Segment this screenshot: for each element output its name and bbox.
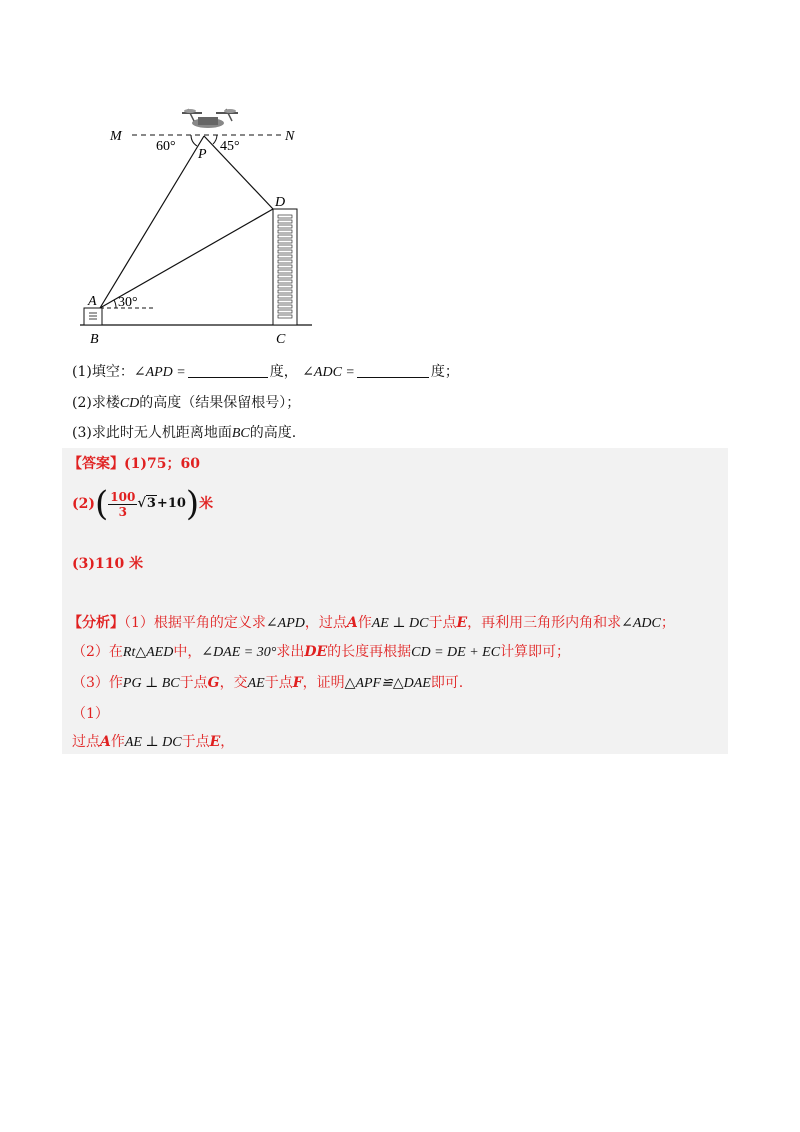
answer-2-fraction: $\frac{100}{3}$ <box>110 489 136 519</box>
q1-expr1: ∠APD = <box>133 365 186 380</box>
q3-suffix: 的高度. <box>249 425 297 441</box>
answer-tag: 【答案】 <box>68 456 124 472</box>
q1-blank2[interactable] <box>357 363 429 378</box>
geometry-figure <box>70 95 330 350</box>
q1-blank1[interactable] <box>188 363 268 378</box>
question-3 <box>72 423 296 444</box>
answer-line-2: (2)( $\frac{100}{3}$ √3+10)米 <box>72 484 214 524</box>
question-1 <box>72 362 459 383</box>
analysis-line-5: 过点A作AE ⊥ DC于点E， <box>72 734 235 750</box>
answer-2-unit: 米 <box>199 496 214 512</box>
q2-prefix: (2)求楼 <box>72 395 120 411</box>
q2-var: CD <box>119 396 140 411</box>
q1-prefix: (1)填空： <box>72 364 134 380</box>
analysis-line-4: （1） <box>72 706 109 722</box>
q1-unit1: 度， <box>269 364 298 380</box>
answer-2-expr: √3+10 <box>137 496 186 511</box>
building-ab <box>84 308 102 325</box>
drone-icon <box>182 109 238 128</box>
label-p: P <box>198 147 207 162</box>
label-d: D <box>275 195 286 210</box>
label-m: M <box>110 129 122 144</box>
line-ad <box>100 209 273 308</box>
label-angle-30: 30° <box>118 295 138 310</box>
q3-var: BC <box>231 426 250 441</box>
analysis-line-1: 【分析】（1）根据平角的定义求∠APD，过点A作AE ⊥ DC于点E，再利用三角形内角和求∠ADC； <box>68 615 675 631</box>
analysis-line-3: （3）作PG ⊥ BC于点G，交AE于点F，证明△APF≌△DAE即可. <box>72 675 464 691</box>
answer-1: (1)75；60 <box>124 456 200 472</box>
label-n: N <box>285 129 295 144</box>
q2-suffix: 的高度（结果保留根号）； <box>139 395 301 411</box>
q1-unit2: 度； <box>430 364 459 380</box>
question-2 <box>72 393 300 414</box>
analysis-line-2: （2）在Rt△AED中，∠DAE = 30°求出DE的长度再根据CD = DE + EC计算即可； <box>72 644 571 660</box>
label-b: B <box>90 332 99 347</box>
answer-line-3: (3)110 米 <box>72 556 144 572</box>
answer-2-prefix: (2) <box>72 496 95 512</box>
line-pa <box>100 136 204 308</box>
label-c: C <box>276 332 286 347</box>
q3-prefix: (3)求此时无人机距离地面 <box>72 425 232 441</box>
answer-panel <box>62 448 728 754</box>
answer-line-1 <box>68 454 200 474</box>
label-a: A <box>88 294 97 309</box>
label-angle-45: 45° <box>220 139 240 154</box>
q1-expr2: ∠ADC = <box>302 365 355 380</box>
building-cd <box>273 209 297 325</box>
label-angle-60: 60° <box>156 139 176 154</box>
